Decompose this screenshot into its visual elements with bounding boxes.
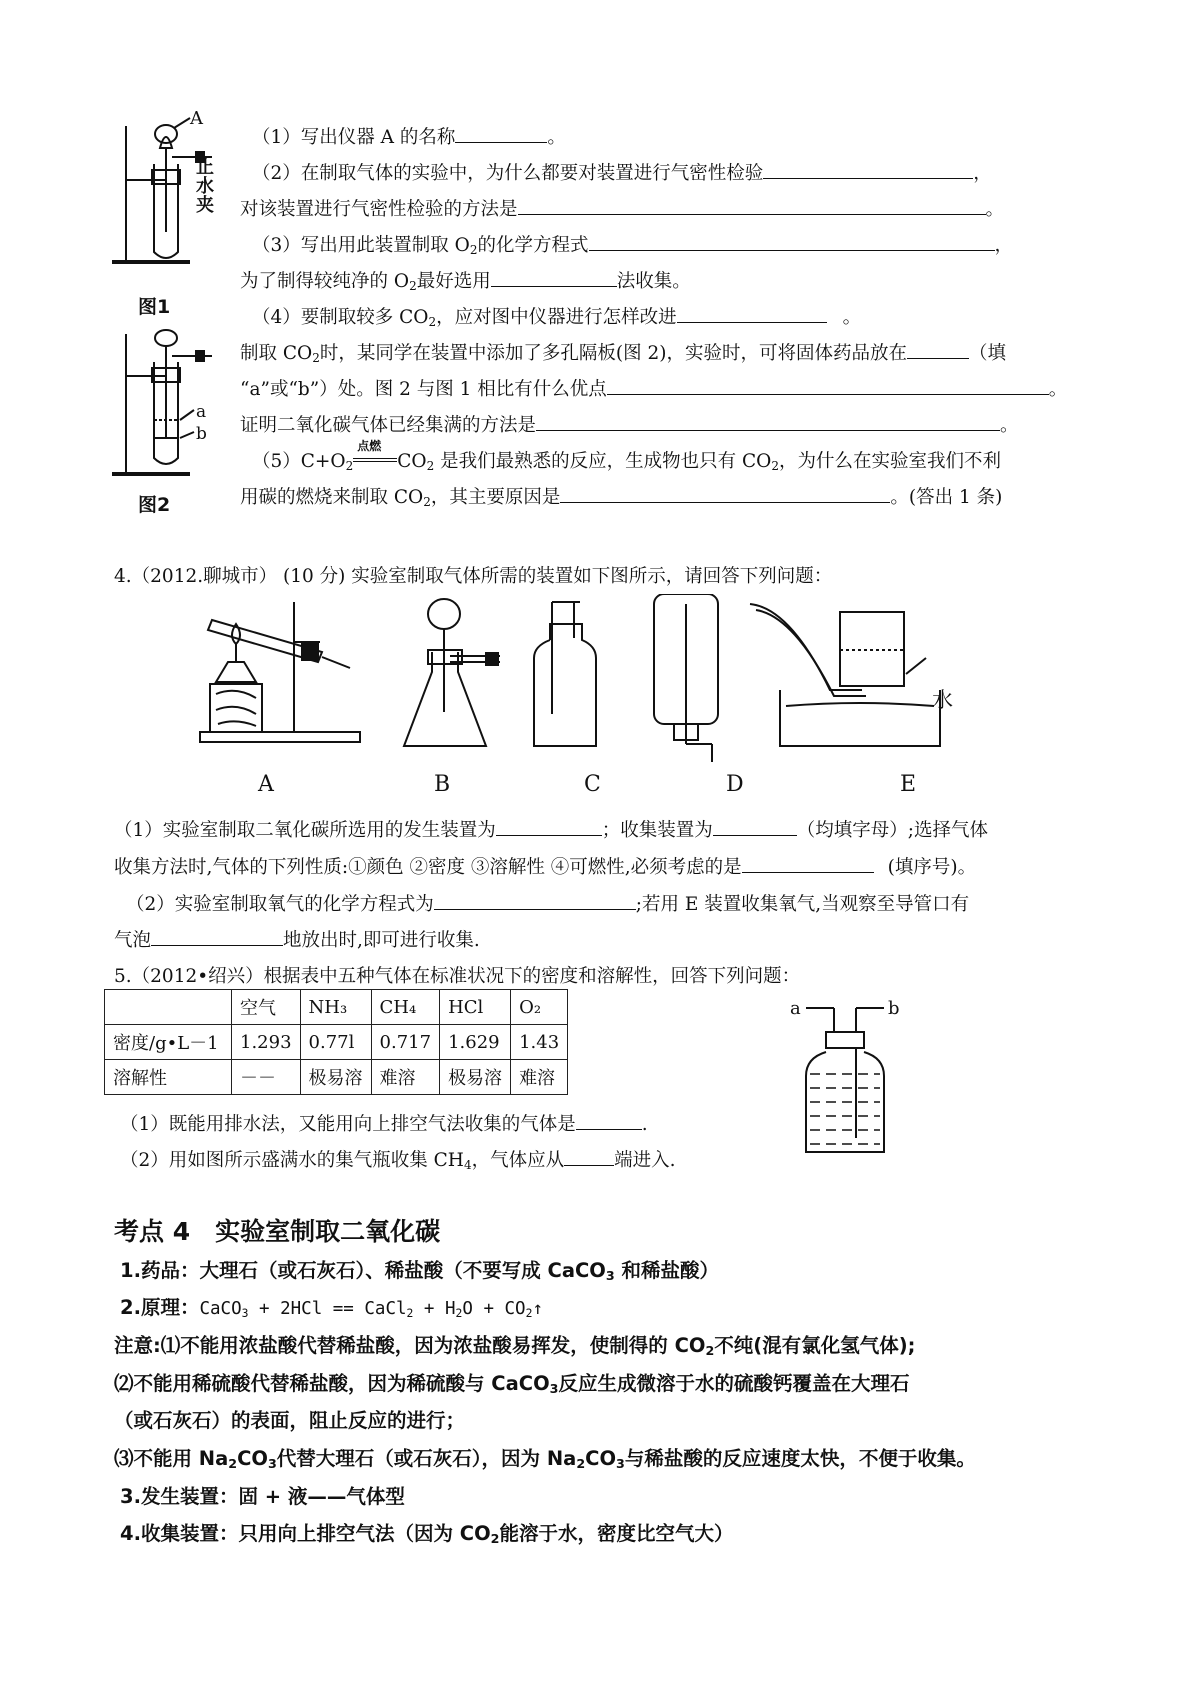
table-row (105, 990, 568, 1025)
table-cell: 难溶 (371, 1060, 440, 1095)
table-cell: HCl (440, 990, 511, 1025)
gas-property-table (104, 989, 568, 1095)
kd4-note-2: ⑵不能用稀硫酸代替稀盐酸，因为稀硫酸与 CaCO$_3$反应生成微溶于水的硫酸钙覆盖在大理石 (114, 1372, 910, 1397)
q5-line-2: （2）用如图所示盛满水的集气瓶收集 $CH_4$，气体应从 端进入. (120, 1146, 676, 1172)
table-cell (105, 990, 232, 1025)
fig2-label-a: a (196, 402, 207, 422)
fig1-caption: 图1 (138, 296, 171, 318)
q4-water-label: 水 (932, 688, 953, 712)
q3-line-5: 为了制得较纯净的 $O_2$最好选用 法收集。 (240, 267, 691, 293)
figure-2-apparatus (108, 328, 228, 488)
kd4-note-2-cont: （或石灰石）的表面，阻止反应的进行； (114, 1409, 466, 1432)
table-cell: 溶解性 (105, 1060, 232, 1095)
q4-label-a: A (258, 772, 274, 797)
q5-line-1: （1）既能用排水法，又能用向上排空气法收集的气体是 . (120, 1110, 648, 1136)
q3-line-7: 制取 $CO_2$时，某同学在装置中添加了多孔隔板(图 2)，实验时，可将固体药品放在 （填 (240, 339, 1006, 365)
table-cell: 0.717 (371, 1025, 440, 1060)
q3-line-9: 证明二氧化碳气体已经集满的方法是 。 (240, 411, 1019, 437)
kd4-item-1: 1.药品：大理石（或石灰石）、稀盐酸（不要写成 CaCO$_3$ 和稀盐酸） (120, 1259, 719, 1284)
q4-line-4: 气泡 地放出时,即可进行收集. (114, 926, 480, 952)
table-cell: 难溶 (511, 1060, 568, 1095)
q3-line-10: $(5)C+O_2$ 点燃 $CO_2$ 是我们最熟悉的反应，生成物也只有 $CO_2$，为什么在实验室我们不利 (252, 438, 1001, 473)
q4-title: 4.（2012.聊城市） (10 分) 实验室制取气体所需的装置如下图所示，请回答下列问题： (114, 566, 833, 587)
table-cell: O₂ (511, 990, 568, 1025)
table-cell: NH₃ (300, 990, 371, 1025)
section-title: 考点 4 实验室制取二氧化碳 (114, 1217, 441, 1246)
q3-line-11: 用碳的燃烧来制取 $CO_2$，其主要原因是 。(答出 1 条) (240, 483, 1002, 509)
table-cell: 1.629 (440, 1025, 511, 1060)
table-cell: 密度/g•L－1 (105, 1025, 232, 1060)
q3-line-3: 对该装置进行气密性检验的方法是 。 (240, 195, 1004, 221)
table-cell: 0.77l (300, 1025, 371, 1060)
kd4-note-3: ⑶不能用 $Na_2CO_3$代替大理石（或石灰石），因为 $Na_2CO_3$与稀盐酸的反应速度太快，不便于收集。 (114, 1447, 976, 1472)
table-cell: 1.43 (511, 1025, 568, 1060)
q4-line-3: （2）实验室制取氧气的化学方程式为 ;若用 E 装置收集氧气,当观察至导管口有 (126, 890, 969, 916)
q4-line-1: （1）实验室制取二氧化碳所选用的发生装置为 ；收集装置为 （均填字母）;选择气体 (114, 816, 988, 842)
q3-line-2: （2）在制取气体的实验中，为什么都要对装置进行气密性检验 ， (252, 159, 992, 185)
table-cell: 极易溶 (300, 1060, 371, 1095)
q5-title: 5.（2012•绍兴）根据表中五种气体在标准状况下的密度和溶解性，回答下列问题： (114, 966, 801, 987)
q4-label-d: D (726, 772, 744, 797)
table-cell: CH₄ (371, 990, 440, 1025)
q4-label-b: B (434, 772, 451, 797)
q3-line-1: （1）写出仪器 A 的名称 。 (252, 123, 566, 149)
kd4-note-1: 注意:⑴不能用浓盐酸代替稀盐酸，因为浓盐酸易挥发，使制得的 $CO_2$不纯(混有氯化氢气体); (114, 1334, 916, 1359)
q4-label-c: C (584, 772, 601, 797)
bottle-port-b: b (888, 998, 900, 1019)
q4-apparatus-row (190, 594, 1070, 764)
reaction-equation: CaCO$_3$ + 2HCl == CaCl$_2$ + $H_2O$ + $CO_2↑$ (199, 1299, 543, 1320)
kd4-item-4: 4.收集装置：只用向上排空气法（因为 $CO_2$能溶于水，密度比空气大） (120, 1522, 734, 1547)
table-cell: 极易溶 (440, 1060, 511, 1095)
q3-line-8: “a”或“b”）处。图 2 与图 1 相比有什么优点 。 (240, 375, 1067, 401)
table-cell: 1.293 (232, 1025, 301, 1060)
table-cell: 空气 (232, 990, 301, 1025)
fig2-label-b: b (196, 424, 207, 444)
q3-line-6: （4）要制取较多 $CO_2$，应对图中仪器进行怎样改进 。 (252, 303, 861, 329)
bottle-port-a: a (790, 998, 801, 1019)
q4-label-e: E (900, 772, 917, 797)
table-row (105, 1025, 568, 1060)
gas-collection-bottle (796, 998, 896, 1156)
ignite-condition: 点燃 (357, 438, 382, 453)
q3-line-4: （3）写出用此装置制取 $O_2$的化学方程式 ， (252, 231, 1013, 257)
kd4-item-3: 3.发生装置：固 + 液——气体型 (120, 1485, 405, 1508)
table-cell: －－ (232, 1060, 301, 1095)
table-row (105, 1060, 568, 1095)
fig1-label-a: A (190, 108, 203, 129)
fig2-caption: 图2 (138, 494, 171, 516)
kd4-item-2: 2.原理：CaCO$_3$ + 2HCl == CaCl$_2$ + $H_2O$ + $CO_2↑$ (120, 1296, 543, 1320)
q4-line-2: 收集方法时,气体的下列性质:①颜色 ②密度 ③溶解性 ④可燃性,必须考虑的是 (填序号)。 (114, 853, 976, 879)
fig1-clamp-label: 止水夹 (196, 157, 214, 216)
